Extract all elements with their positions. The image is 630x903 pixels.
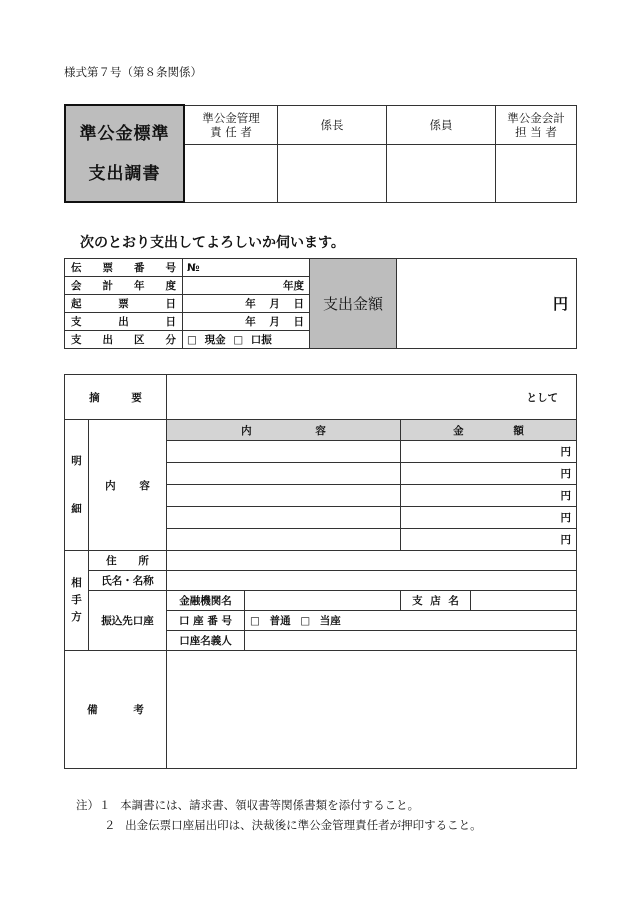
- slip-no-label: 伝 票 番 号: [65, 259, 183, 277]
- account-holder-field[interactable]: [245, 631, 577, 651]
- detail-row-content[interactable]: [167, 463, 401, 485]
- bank-label: 金融機関名: [167, 591, 245, 611]
- detail-row-amount[interactable]: 円: [401, 441, 577, 463]
- amount-label: 支出金額: [310, 259, 397, 349]
- branch-field[interactable]: [471, 591, 577, 611]
- instruction-text: 次のとおり支出してよろしいか伺います。: [80, 235, 345, 251]
- detail-row-content[interactable]: [167, 507, 401, 529]
- detail-row-amount[interactable]: 円: [401, 463, 577, 485]
- meisai-label: 明 細: [65, 420, 89, 551]
- approval-col-accountant: 準公金会計 担 当 者: [496, 105, 577, 144]
- division-label: 支 出 区 分: [65, 331, 183, 349]
- detail-row-amount[interactable]: 円: [401, 529, 577, 551]
- stamp-box-accountant[interactable]: [496, 144, 577, 202]
- detail-row-amount[interactable]: 円: [401, 485, 577, 507]
- issue-date-field[interactable]: 年 月 日: [183, 295, 310, 313]
- detail-table: [64, 374, 577, 769]
- address-field[interactable]: [167, 551, 577, 571]
- approval-title-line2: 支出調書: [88, 163, 161, 184]
- approval-col-manager: 準公金管理 責 任 者: [184, 105, 278, 144]
- approval-title: [65, 105, 184, 202]
- note-1: 注）１ 本調書には、請求書、領収書等関係書類を添付すること。: [76, 798, 420, 812]
- form-id: 様式第７号（第８条関係）: [64, 65, 202, 79]
- name-label: 氏名・名称: [89, 571, 167, 591]
- approval-col-staff: 係員: [387, 105, 496, 144]
- detail-row-amount[interactable]: 円: [401, 507, 577, 529]
- approval-col-chief: 係長: [278, 105, 387, 144]
- stamp-box-staff[interactable]: [387, 144, 496, 202]
- remarks-label: 備 考: [65, 651, 167, 769]
- summary-label: 摘 要: [65, 375, 167, 420]
- branch-label: 支 店 名: [401, 591, 471, 611]
- amount-field[interactable]: 円: [397, 259, 577, 349]
- detail-row-content[interactable]: [167, 529, 401, 551]
- address-label: 住 所: [89, 551, 167, 571]
- voucher-table: [64, 258, 577, 349]
- issue-date-label: 起 票 日: [65, 295, 183, 313]
- payment-date-field[interactable]: 年 月 日: [183, 313, 310, 331]
- remarks-field[interactable]: [167, 651, 577, 769]
- stamp-box-manager[interactable]: [184, 144, 278, 202]
- note-2: ２ 出金伝票口座届出印は、決裁後に準公金管理責任者が押印すること。: [104, 818, 482, 832]
- detail-row-content[interactable]: [167, 441, 401, 463]
- slip-no-field[interactable]: №: [183, 259, 310, 277]
- notes: [76, 795, 482, 835]
- bank-field[interactable]: [245, 591, 401, 611]
- counterparty-label: 相手方: [65, 551, 89, 651]
- division-options[interactable]: □ 現金 □ 口振: [183, 331, 310, 349]
- approval-stamp-table: [64, 104, 577, 203]
- account-type-options[interactable]: □ 普通 □ 当座: [245, 611, 577, 631]
- fiscal-year-label: 会 計 年 度: [65, 277, 183, 295]
- summary-field[interactable]: として: [167, 375, 577, 420]
- amount-header: 金 額: [401, 420, 577, 441]
- payment-date-label: 支 出 日: [65, 313, 183, 331]
- content-header: 内 容: [167, 420, 401, 441]
- stamp-box-chief[interactable]: [278, 144, 387, 202]
- approval-title-line1: 準公金標準: [79, 123, 170, 144]
- meisai-content-label: 内 容: [89, 420, 167, 551]
- detail-row-content[interactable]: [167, 485, 401, 507]
- fiscal-year-field[interactable]: 年度: [183, 277, 310, 295]
- account-no-label: 口 座 番 号: [167, 611, 245, 631]
- transfer-account-label: 振込先口座: [89, 591, 167, 651]
- account-holder-label: 口座名義人: [167, 631, 245, 651]
- name-field[interactable]: [167, 571, 577, 591]
